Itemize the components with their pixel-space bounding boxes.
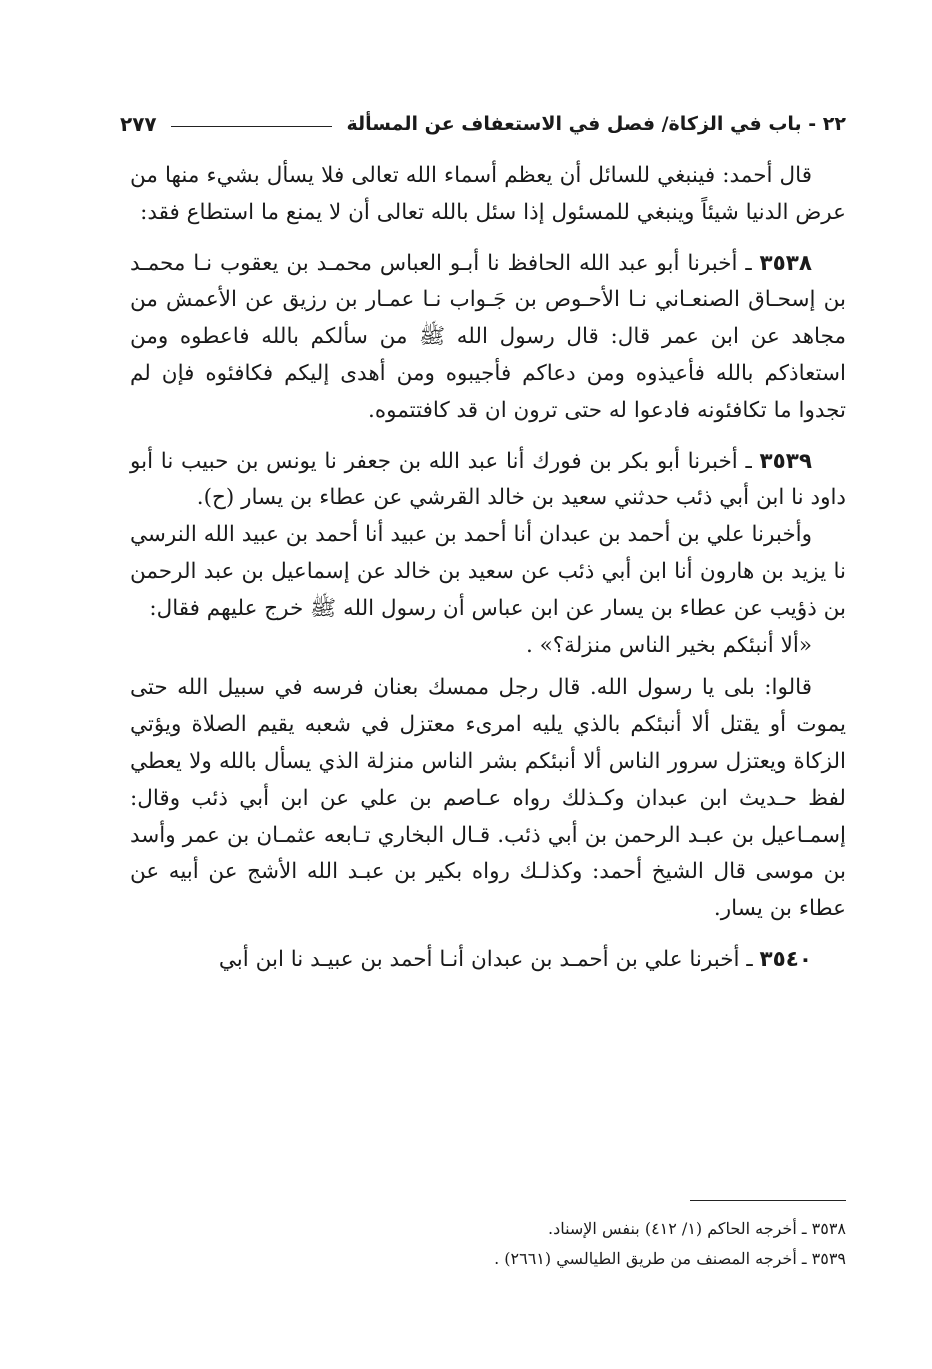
hadith-3538 xyxy=(130,246,846,430)
page-number: ٢٧٧ xyxy=(120,112,157,136)
header-rule xyxy=(171,126,333,127)
paragraph-quote: «ألا أنبئكم بخير الناس منزلة؟» . xyxy=(525,632,812,658)
paragraph-ahmad: قال أحمد: فينبغي للسائل أن يعظم أسماء الله تعالى فلا يسأل بشيء منها من عرض الدنيا شيئاً وينبغي للمسئول إذا سئل بالله تعالى أن لا يمنع ما استطاع فقد: xyxy=(130,163,846,225)
paragraph-chain-2: وأخبرنا علي بن أحمد بن عبدان أنا أحمد بن عبيد أنا أحمد بن عبيد الله النرسي نا يزيد بن هارون أنا ابن أبي ذئب عن سعيد بن خالد عن إسماعيل بن عبد الرحمن بن ذؤيب عن عطاء بن يسار عن ابن عباس أن رسول الله ﷺ خرج عليهم فقال: xyxy=(130,522,846,621)
main-text xyxy=(130,158,846,979)
hadith-text: ـ أخبرنا علي بن أحمـد بن عبدان أنـا أحمد بن عبيـد نا ابن أبي xyxy=(218,946,760,972)
footnote-3539: ٣٥٣٩ ـ أخرجه المصنف من طريق الطيالسي (٢٦٦١) . xyxy=(494,1249,846,1268)
hadith-3540 xyxy=(130,942,846,979)
hadith-number: ٣٥٤٠ xyxy=(759,946,812,972)
footnote-3538: ٣٥٣٨ ـ أخرجه الحاكم (١/ ٤١٢) بنفس الإسناد. xyxy=(547,1219,846,1238)
hadith-number: ٣٥٣٨ xyxy=(759,250,812,276)
running-header xyxy=(120,96,846,136)
paragraph-answer: قالوا: بلى يا رسول الله. قال رجل ممسك بعنان فرسه في سبيل الله حتى يموت أو يقتل ألا أنبئكم بالذي يليه امرىء معتزل في شعبه يقيم الصلاة ويؤتي الزكاة ويعتزل سرور الناس ألا أنبئكم بشر الناس منزلة الذي يسأل بالله ولا يعطي لفظ حـديث ابن عبدان وكـذلك رواه عـاصم بن علي عن ابن أبي ذئب وقال: إسمـاعيل بن عبـد الرحمن بن أبي ذئب. قـال البخاري تـابعه عثمـان بن عمر وأسد بن موسى قال الشيخ أحمد: وكذلـك رواه بكير بن عبـد الله الأشج عن أبيه عن عطاء بن يسار. xyxy=(130,675,846,922)
hadith-3539 xyxy=(130,444,846,518)
hadith-text: ـ أخبرنا أبو عبد الله الحافظ نا أبـو العباس محمـد بن يعقوب نـا محمـد بن إسحـاق الصنعـاني نـا الأحـوص بن جَـواب نـا عمـار بن رزيق عن الأعمش من مجاهد عن ابن عمر قال: قال رسول الله ﷺ من سألكم بالله فاعطوه ومن استعاذكم بالله فأعيذوه ومن دعاكم فأجيبوه ومن أهدى إليكم فكافئوه فإن لم تجدوا ما تكافئونه فادعوا له حتى ترون ان قد كافتتموه. xyxy=(130,250,846,423)
footnote-rule xyxy=(690,1200,846,1201)
hadith-text: ـ أخبرنا أبو بكر بن فورك أنا عبد الله بن جعفر نا يونس بن حبيب نا أبو داود نا ابن أبي ذئب حدثني سعيد بن خالد القرشي عن عطاء بن يسار (ح). xyxy=(130,448,846,511)
footnotes xyxy=(330,1214,846,1274)
hadith-number: ٣٥٣٩ xyxy=(759,448,812,474)
chapter-title: ٢٢ - باب في الزكاة/ فصل في الاستعفاف عن المسألة xyxy=(346,113,846,135)
